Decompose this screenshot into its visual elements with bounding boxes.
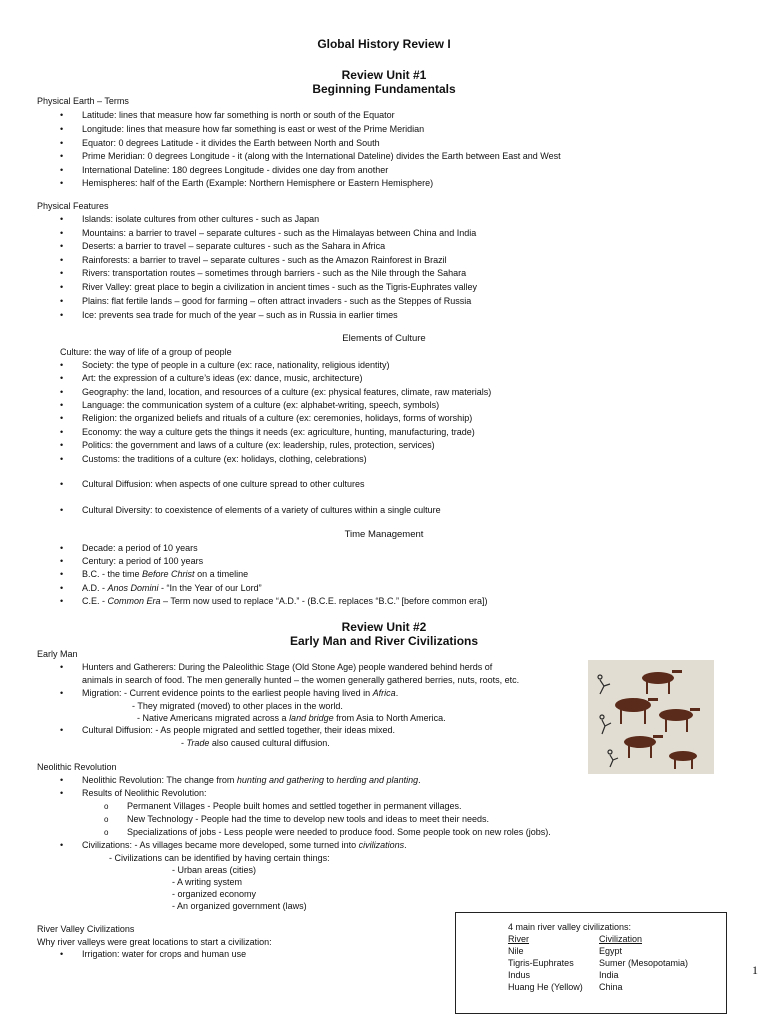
physical-features-heading: Physical Features <box>37 201 109 211</box>
bullet: • <box>60 479 64 489</box>
text: - Native Americans migrated across a <box>137 713 290 723</box>
list-item: Cultural Diffusion: - As people migrated and settled together, their ideas mixed. <box>82 725 396 735</box>
emphasis: hunting and gathering <box>236 775 324 785</box>
list-item-detail <box>181 738 330 749</box>
bullet: • <box>60 178 64 188</box>
bullet: • <box>60 688 64 698</box>
text: to <box>324 775 337 785</box>
sub-bullet: o <box>104 815 109 824</box>
list-item: River Valley: great place to begin a civilization in ancient times - such as the Tigris-Euphrates valley <box>82 282 478 292</box>
neolithic-heading: Neolithic Revolution <box>37 762 117 772</box>
list-item: Politics: the government and laws of a culture (ex: leadership, rules, protection, services) <box>82 440 435 450</box>
list-item: Hunters and Gatherers: During the Paleolithic Stage (Old Stone Age) people wandered behind herds of <box>82 662 493 672</box>
list-item: Geography: the land, location, and resources of a culture (ex: physical features, climate, raw materials) <box>82 387 492 397</box>
list-item: Islands: isolate cultures from other cultures - such as Japan <box>82 214 320 224</box>
bullet: • <box>60 440 64 450</box>
page-number: 1 <box>752 963 758 977</box>
sub-bullet: o <box>104 802 109 811</box>
list-item: Rainforests: a barrier to travel – separate cultures - such as the Amazon Rainforest in Brazil <box>82 255 447 265</box>
text: Neolithic Revolution: The change from <box>82 775 237 785</box>
bullet: • <box>60 110 64 120</box>
sub-list-item: New Technology - People had the time to develop new tools and ideas to meet their needs. <box>127 814 490 824</box>
bullet: • <box>60 310 64 320</box>
bullet: • <box>60 360 64 370</box>
table-caption: 4 main river valley civilizations: <box>508 922 632 932</box>
list-item: Prime Meridian: 0 degrees Longitude - it (along with the International Dateline) divides the Earth between East and West <box>82 151 561 161</box>
text: . <box>395 688 399 698</box>
bullet: • <box>60 543 64 553</box>
civilization-trait: - An organized government (laws) <box>172 901 307 911</box>
list-item: Customs: the traditions of a culture (ex: holidays, clothing, celebrations) <box>82 454 367 464</box>
bullet: • <box>60 214 64 224</box>
table-header-civilization: Civilization <box>599 934 643 944</box>
text: – Term now used to replace “A.D.” - (B.C.E. replaces “B.C.” [before common era]) <box>160 596 488 606</box>
table-cell-civilization: Sumer (Mesopotamia) <box>599 958 689 968</box>
text: - “In the Year of our Lord” <box>158 583 262 593</box>
list-item: Century: a period of 100 years <box>82 556 204 566</box>
table-cell-civilization: Egypt <box>599 946 623 956</box>
cave-painting-image <box>588 660 714 774</box>
bullet: • <box>60 241 64 251</box>
table-cell-river: Nile <box>508 946 524 956</box>
table-cell-river: Huang He (Yellow) <box>508 982 583 992</box>
unit1-title: Review Unit #1 <box>341 68 427 82</box>
list-item: Longitude: lines that measure how far something is east or west of the Prime Meridian <box>82 124 425 134</box>
list-item: Plains: flat fertile lands – good for farming – often attract invaders - such as the Steppes of Russia <box>82 296 472 306</box>
bullet: • <box>60 454 64 464</box>
text: . <box>418 775 421 785</box>
culture-heading: Elements of Culture <box>342 333 426 344</box>
civilization-trait: - organized economy <box>172 889 257 899</box>
bullet: • <box>60 725 64 735</box>
list-item: Hemispheres: half of the Earth (Example: Northern Hemisphere or Eastern Hemisphere) <box>82 178 434 188</box>
list-item: Language: the communication system of a culture (ex: alphabet-writing, speech, symbols) <box>82 400 440 410</box>
list-item: Decade: a period of 10 years <box>82 543 198 553</box>
bullet: • <box>60 840 64 850</box>
list-item-continued: animals in search of food. The men generally hunted – the women generally gathered berries, nuts, roots, etc. <box>82 675 520 685</box>
text: . <box>404 840 407 850</box>
bullet: • <box>60 268 64 278</box>
text: Civilizations: - As villages became more developed, some turned into <box>82 840 359 850</box>
sub-list-item: Permanent Villages - People built homes and settled together in permanent villages. <box>127 801 462 811</box>
text: B.C. - the time <box>82 569 143 579</box>
ce-item <box>82 596 487 607</box>
bullet: • <box>60 413 64 423</box>
civilization-trait: - A writing system <box>172 877 243 887</box>
list-item: Deserts: a barrier to travel – separate cultures - such as the Sahara in Africa <box>82 241 386 251</box>
civilizations-detail: - Civilizations can be identified by having certain things: <box>109 853 330 863</box>
list-item: Society: the type of people in a culture (ex: race, nationality, religious identity) <box>82 360 390 370</box>
river-valley-why: Why river valleys were great locations to start a civilization: <box>37 937 272 947</box>
neolithic-revolution-item <box>82 775 421 786</box>
bullet: • <box>60 662 64 672</box>
bullet: • <box>60 255 64 265</box>
bullet: • <box>60 949 64 959</box>
bullet: • <box>60 282 64 292</box>
table-cell-river: Indus <box>508 970 531 980</box>
unit2-title: Review Unit #2 <box>341 620 427 634</box>
emphasis: land bridge <box>289 713 334 723</box>
emphasis: herding and planting <box>336 775 419 785</box>
list-item: Equator: 0 degrees Latitude - it divides the Earth between North and South <box>82 138 380 148</box>
list-item: Ice: prevents sea trade for much of the year – such as in Russia in earlier times <box>82 310 398 320</box>
ad-item <box>82 583 262 594</box>
text: on a timeline <box>194 569 249 579</box>
bullet: • <box>60 228 64 238</box>
bullet: • <box>60 596 64 606</box>
migration-detail <box>137 713 446 724</box>
migration-item <box>82 688 398 699</box>
text: C.E. - <box>82 596 108 606</box>
civilization-trait: - Urban areas (cities) <box>172 865 257 875</box>
emphasis: Anos Domini <box>107 583 159 593</box>
bullet: • <box>60 373 64 383</box>
emphasis: Common Era <box>107 596 161 606</box>
river-valley-heading: River Valley Civilizations <box>37 924 135 934</box>
table-cell-civilization: China <box>599 982 623 992</box>
list-item: Latitude: lines that measure how far something is north or south of the Equator <box>82 110 395 120</box>
unit2-subtitle: Early Man and River Civilizations <box>289 634 479 648</box>
emphasis: Before Christ <box>142 569 195 579</box>
sub-bullet: o <box>104 828 109 837</box>
text: A.D. - <box>82 583 108 593</box>
bullet: • <box>60 124 64 134</box>
text: from Asia to North America. <box>333 713 446 723</box>
table-header-river: River <box>508 934 530 944</box>
unit1-subtitle: Beginning Fundamentals <box>312 82 456 96</box>
bullet: • <box>60 505 64 515</box>
text: also caused cultural diffusion. <box>209 738 330 748</box>
cultural-diffusion-item: Cultural Diffusion: when aspects of one culture spread to other cultures <box>82 479 365 489</box>
bullet: • <box>60 788 64 798</box>
bullet: • <box>60 151 64 161</box>
table-cell-river: Tigris-Euphrates <box>508 958 574 968</box>
irrigation-item: Irrigation: water for crops and human use <box>82 949 247 959</box>
list-item: Mountains: a barrier to travel – separate cultures - such as the Himalayas between China and India <box>82 228 477 238</box>
bullet: • <box>60 400 64 410</box>
bullet: • <box>60 296 64 306</box>
list-item: Economy: the way a culture gets the things it needs (ex: agriculture, hunting, manufacturing, trade) <box>82 427 475 437</box>
bullet: • <box>60 387 64 397</box>
culture-intro: Culture: the way of life of a group of people <box>60 347 232 357</box>
bullet: • <box>60 583 64 593</box>
bullet: • <box>60 556 64 566</box>
text: - <box>181 738 187 748</box>
early-man-heading: Early Man <box>37 649 78 659</box>
text: Migration: - Current evidence points to the earliest people having lived in <box>82 688 373 698</box>
table-cell-civilization: India <box>599 970 619 980</box>
bullet: • <box>60 427 64 437</box>
bullet: • <box>60 775 64 785</box>
list-item: Religion: the organized beliefs and rituals of a culture (ex: ceremonies, holidays, forms of worship) <box>82 413 473 423</box>
sub-list-item: Specializations of jobs - Less people were needed to produce food. Some people took on new roles (jobs). <box>127 827 551 837</box>
list-item: Rivers: transportation routes – sometimes through barriers - such as the Nile through the Sahara <box>82 268 467 278</box>
physical-earth-heading: Physical Earth – Terms <box>37 96 129 106</box>
bullet: • <box>60 569 64 579</box>
document-title: Global History Review I <box>317 37 451 51</box>
bullet: • <box>60 165 64 175</box>
civilizations-item <box>82 840 407 851</box>
cultural-diversity-item: Cultural Diversity: to coexistence of elements of a variety of cultures within a single culture <box>82 505 441 515</box>
migration-detail: - They migrated (moved) to other places in the world. <box>132 701 343 711</box>
list-item: Results of Neolithic Revolution: <box>82 788 207 798</box>
bullet: • <box>60 138 64 148</box>
list-item: International Dateline: 180 degrees Longitude - divides one day from another <box>82 165 389 175</box>
bc-item <box>82 569 248 580</box>
emphasis: Trade <box>186 738 210 748</box>
emphasis: Africa <box>372 688 396 698</box>
emphasis: civilizations <box>358 840 405 850</box>
list-item: Art: the expression of a culture’s ideas (ex: dance, music, architecture) <box>82 373 363 383</box>
time-heading: Time Management <box>344 529 424 540</box>
